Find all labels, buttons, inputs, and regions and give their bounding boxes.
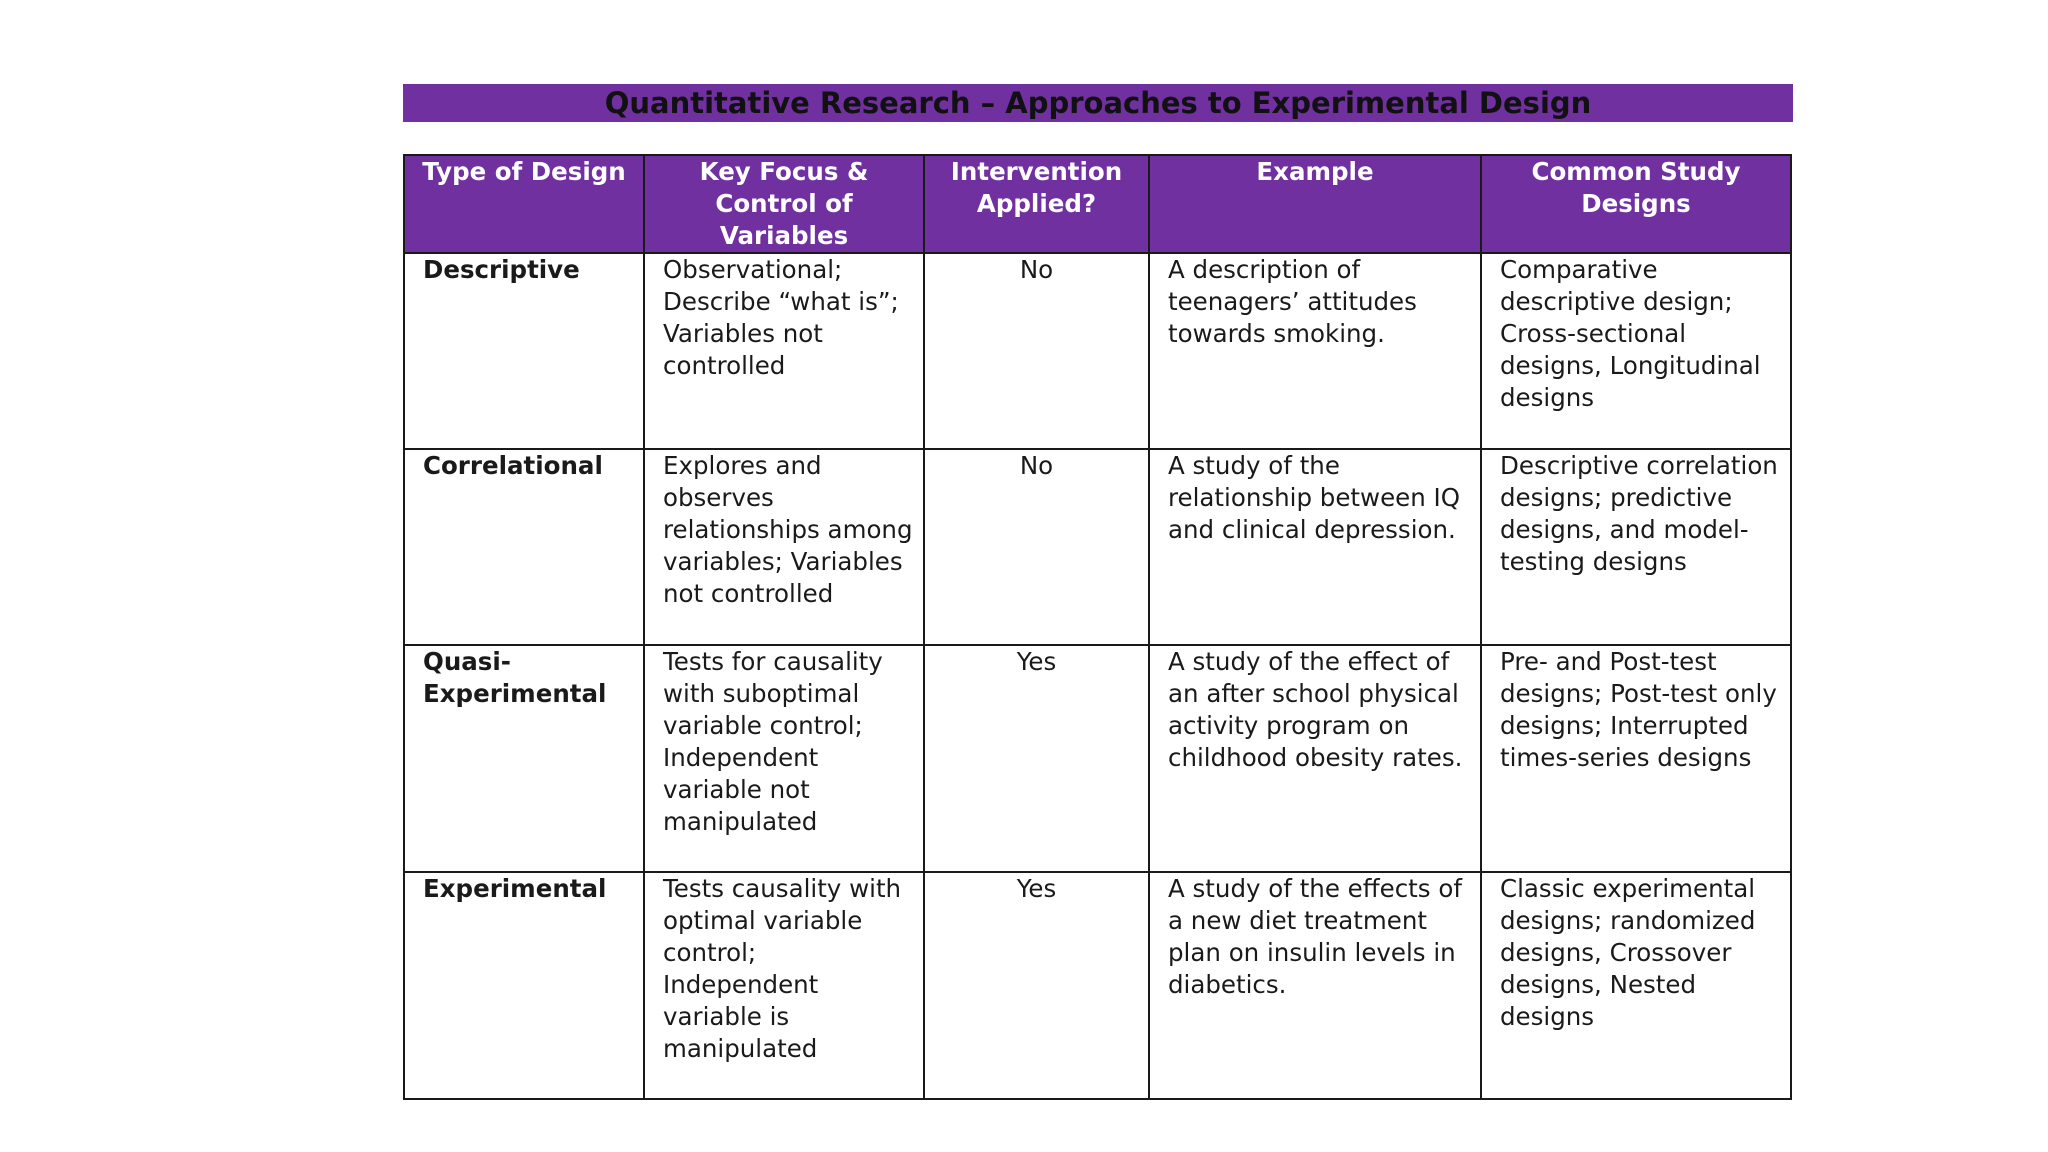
type-cell: Correlational xyxy=(404,449,644,645)
designs-cell: Comparative descriptive design; Cross-sectional designs, Longitudinal designs xyxy=(1481,253,1791,449)
focus-cell: Explores and observes relationships among variables; Variables not controlled xyxy=(644,449,924,645)
intervention-cell: Yes xyxy=(924,645,1149,872)
focus-cell: Tests causality with optimal variable control; Independent variable is manipulated xyxy=(644,872,924,1099)
header-intervention-applied: Intervention Applied? xyxy=(924,155,1149,253)
header-common-study-designs: Common Study Designs xyxy=(1481,155,1791,253)
example-cell: A study of the relationship between IQ and clinical depression. xyxy=(1149,449,1481,645)
example-cell: A study of the effect of an after school physical activity program on childhood obesity rates. xyxy=(1149,645,1481,872)
header-key-focus: Key Focus & Control of Variables xyxy=(644,155,924,253)
document-title: Quantitative Research – Approaches to Experimental Design xyxy=(604,86,1592,120)
example-cell: A description of teenagers’ attitudes towards smoking. xyxy=(1149,253,1481,449)
designs-cell: Descriptive correlation designs; predictive designs, and model-testing designs xyxy=(1481,449,1791,645)
table-row xyxy=(404,449,1791,645)
type-cell: Quasi-Experimental xyxy=(404,645,644,872)
document-title-bar xyxy=(403,84,1793,122)
type-cell: Descriptive xyxy=(404,253,644,449)
designs-cell: Pre- and Post-test designs; Post-test only designs; Interrupted times-series designs xyxy=(1481,645,1791,872)
focus-cell: Observational; Describe “what is”; Variables not controlled xyxy=(644,253,924,449)
table-row xyxy=(404,253,1791,449)
header-example: Example xyxy=(1149,155,1481,253)
designs-cell: Classic experimental designs; randomized designs, Crossover designs, Nested designs xyxy=(1481,872,1791,1099)
intervention-cell: No xyxy=(924,253,1149,449)
type-cell: Experimental xyxy=(404,872,644,1099)
example-cell: A study of the effects of a new diet treatment plan on insulin levels in diabetics. xyxy=(1149,872,1481,1099)
header-type-of-design: Type of Design xyxy=(404,155,644,253)
table-row xyxy=(404,872,1791,1099)
intervention-cell: Yes xyxy=(924,872,1149,1099)
table-row xyxy=(404,645,1791,872)
design-comparison-table xyxy=(403,154,1792,1100)
intervention-cell: No xyxy=(924,449,1149,645)
focus-cell: Tests for causality with suboptimal variable control; Independent variable not manipulated xyxy=(644,645,924,872)
table-header-row xyxy=(404,155,1791,253)
